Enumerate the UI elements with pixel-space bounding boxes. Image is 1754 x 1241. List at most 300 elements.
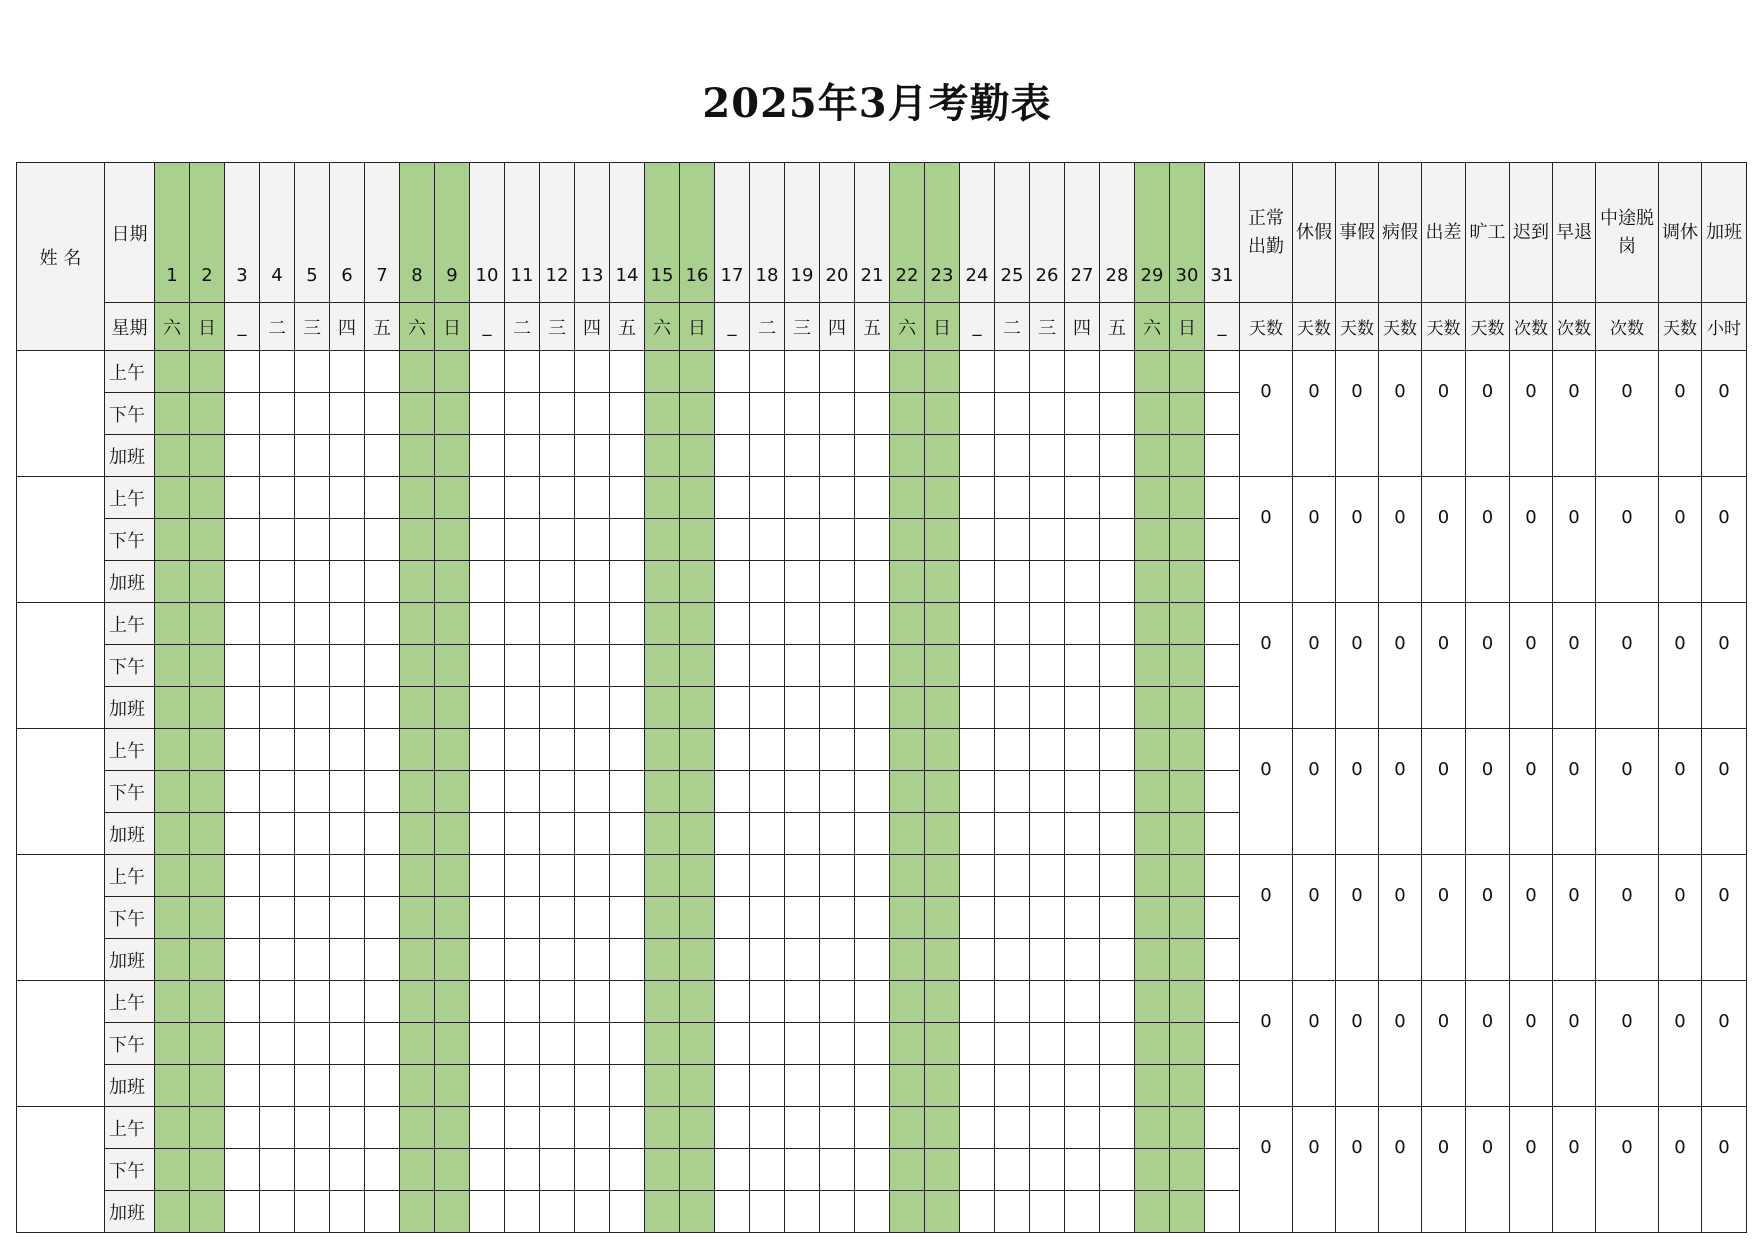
attendance-cell[interactable] — [855, 855, 890, 897]
attendance-cell[interactable] — [890, 435, 925, 477]
attendance-cell[interactable] — [505, 1149, 540, 1191]
attendance-cell[interactable] — [330, 1065, 365, 1107]
attendance-cell[interactable] — [1135, 351, 1170, 393]
attendance-cell[interactable] — [540, 1065, 575, 1107]
attendance-cell[interactable] — [1205, 729, 1240, 771]
attendance-cell[interactable] — [995, 897, 1030, 939]
attendance-cell[interactable] — [1065, 1149, 1100, 1191]
attendance-cell[interactable] — [575, 393, 610, 435]
attendance-cell[interactable] — [1170, 981, 1205, 1023]
attendance-cell[interactable] — [1205, 645, 1240, 687]
attendance-cell[interactable] — [890, 813, 925, 855]
attendance-cell[interactable] — [1170, 939, 1205, 981]
attendance-cell[interactable] — [960, 771, 995, 813]
attendance-cell[interactable] — [820, 519, 855, 561]
attendance-cell[interactable] — [190, 1149, 225, 1191]
attendance-cell[interactable] — [1030, 561, 1065, 603]
attendance-cell[interactable] — [890, 981, 925, 1023]
attendance-cell[interactable] — [470, 603, 505, 645]
employee-name-cell[interactable] — [17, 603, 105, 729]
attendance-cell[interactable] — [960, 1065, 995, 1107]
attendance-cell[interactable] — [365, 1191, 400, 1233]
attendance-cell[interactable] — [1065, 771, 1100, 813]
attendance-cell[interactable] — [1170, 855, 1205, 897]
attendance-cell[interactable] — [890, 1065, 925, 1107]
attendance-cell[interactable] — [470, 435, 505, 477]
attendance-cell[interactable] — [960, 435, 995, 477]
attendance-cell[interactable] — [1135, 561, 1170, 603]
attendance-cell[interactable] — [610, 813, 645, 855]
attendance-cell[interactable] — [225, 477, 260, 519]
attendance-cell[interactable] — [575, 519, 610, 561]
attendance-cell[interactable] — [610, 393, 645, 435]
attendance-cell[interactable] — [190, 687, 225, 729]
attendance-cell[interactable] — [1065, 897, 1100, 939]
attendance-cell[interactable] — [225, 561, 260, 603]
employee-name-cell[interactable] — [17, 981, 105, 1107]
attendance-cell[interactable] — [645, 351, 680, 393]
attendance-cell[interactable] — [995, 645, 1030, 687]
attendance-cell[interactable] — [1135, 477, 1170, 519]
attendance-cell[interactable] — [505, 435, 540, 477]
attendance-cell[interactable] — [890, 561, 925, 603]
attendance-cell[interactable] — [750, 1065, 785, 1107]
attendance-cell[interactable] — [190, 981, 225, 1023]
attendance-cell[interactable] — [190, 855, 225, 897]
attendance-cell[interactable] — [330, 687, 365, 729]
attendance-cell[interactable] — [785, 729, 820, 771]
attendance-cell[interactable] — [260, 351, 295, 393]
attendance-cell[interactable] — [960, 603, 995, 645]
attendance-cell[interactable] — [400, 393, 435, 435]
attendance-cell[interactable] — [995, 1107, 1030, 1149]
attendance-cell[interactable] — [1170, 351, 1205, 393]
attendance-cell[interactable] — [540, 477, 575, 519]
attendance-cell[interactable] — [855, 1023, 890, 1065]
attendance-cell[interactable] — [680, 729, 715, 771]
attendance-cell[interactable] — [715, 519, 750, 561]
attendance-cell[interactable] — [820, 687, 855, 729]
attendance-cell[interactable] — [540, 603, 575, 645]
attendance-cell[interactable] — [855, 687, 890, 729]
attendance-cell[interactable] — [1030, 939, 1065, 981]
attendance-cell[interactable] — [260, 729, 295, 771]
attendance-cell[interactable] — [680, 603, 715, 645]
attendance-cell[interactable] — [155, 1149, 190, 1191]
attendance-cell[interactable] — [575, 603, 610, 645]
attendance-cell[interactable] — [330, 981, 365, 1023]
attendance-cell[interactable] — [295, 855, 330, 897]
attendance-cell[interactable] — [155, 351, 190, 393]
attendance-cell[interactable] — [155, 1107, 190, 1149]
attendance-cell[interactable] — [540, 939, 575, 981]
attendance-cell[interactable] — [190, 561, 225, 603]
attendance-cell[interactable] — [260, 645, 295, 687]
attendance-cell[interactable] — [855, 477, 890, 519]
attendance-cell[interactable] — [820, 393, 855, 435]
attendance-cell[interactable] — [785, 981, 820, 1023]
attendance-cell[interactable] — [680, 393, 715, 435]
attendance-cell[interactable] — [1170, 771, 1205, 813]
attendance-cell[interactable] — [785, 1065, 820, 1107]
attendance-cell[interactable] — [890, 519, 925, 561]
attendance-cell[interactable] — [1100, 645, 1135, 687]
attendance-cell[interactable] — [925, 477, 960, 519]
attendance-cell[interactable] — [575, 687, 610, 729]
attendance-cell[interactable] — [575, 351, 610, 393]
attendance-cell[interactable] — [1030, 897, 1065, 939]
attendance-cell[interactable] — [190, 1065, 225, 1107]
attendance-cell[interactable] — [890, 729, 925, 771]
attendance-cell[interactable] — [575, 771, 610, 813]
attendance-cell[interactable] — [155, 855, 190, 897]
attendance-cell[interactable] — [1030, 435, 1065, 477]
attendance-cell[interactable] — [1100, 1023, 1135, 1065]
attendance-cell[interactable] — [470, 855, 505, 897]
attendance-cell[interactable] — [1100, 1065, 1135, 1107]
attendance-cell[interactable] — [855, 1191, 890, 1233]
attendance-cell[interactable] — [1100, 1149, 1135, 1191]
attendance-cell[interactable] — [330, 729, 365, 771]
attendance-cell[interactable] — [925, 729, 960, 771]
attendance-cell[interactable] — [1030, 981, 1065, 1023]
attendance-cell[interactable] — [435, 477, 470, 519]
attendance-cell[interactable] — [1135, 897, 1170, 939]
attendance-cell[interactable] — [715, 1149, 750, 1191]
attendance-cell[interactable] — [645, 1149, 680, 1191]
attendance-cell[interactable] — [295, 729, 330, 771]
attendance-cell[interactable] — [925, 1023, 960, 1065]
attendance-cell[interactable] — [505, 981, 540, 1023]
attendance-cell[interactable] — [785, 1107, 820, 1149]
attendance-cell[interactable] — [995, 1191, 1030, 1233]
attendance-cell[interactable] — [295, 897, 330, 939]
attendance-cell[interactable] — [155, 393, 190, 435]
attendance-cell[interactable] — [645, 1191, 680, 1233]
attendance-cell[interactable] — [365, 561, 400, 603]
attendance-cell[interactable] — [1030, 855, 1065, 897]
attendance-cell[interactable] — [680, 939, 715, 981]
attendance-cell[interactable] — [680, 1107, 715, 1149]
attendance-cell[interactable] — [330, 939, 365, 981]
attendance-cell[interactable] — [750, 1149, 785, 1191]
attendance-cell[interactable] — [680, 351, 715, 393]
attendance-cell[interactable] — [1135, 603, 1170, 645]
attendance-cell[interactable] — [960, 813, 995, 855]
attendance-cell[interactable] — [1065, 729, 1100, 771]
attendance-cell[interactable] — [1205, 351, 1240, 393]
attendance-cell[interactable] — [365, 771, 400, 813]
attendance-cell[interactable] — [155, 939, 190, 981]
attendance-cell[interactable] — [1205, 519, 1240, 561]
attendance-cell[interactable] — [400, 939, 435, 981]
attendance-cell[interactable] — [1100, 729, 1135, 771]
attendance-cell[interactable] — [960, 393, 995, 435]
attendance-cell[interactable] — [750, 939, 785, 981]
attendance-cell[interactable] — [925, 981, 960, 1023]
attendance-cell[interactable] — [1205, 477, 1240, 519]
attendance-cell[interactable] — [995, 603, 1030, 645]
attendance-cell[interactable] — [1030, 771, 1065, 813]
attendance-cell[interactable] — [1135, 645, 1170, 687]
attendance-cell[interactable] — [680, 687, 715, 729]
attendance-cell[interactable] — [1170, 1023, 1205, 1065]
attendance-cell[interactable] — [855, 1065, 890, 1107]
attendance-cell[interactable] — [750, 897, 785, 939]
attendance-cell[interactable] — [505, 813, 540, 855]
attendance-cell[interactable] — [925, 855, 960, 897]
attendance-cell[interactable] — [715, 1065, 750, 1107]
attendance-cell[interactable] — [645, 519, 680, 561]
attendance-cell[interactable] — [435, 435, 470, 477]
attendance-cell[interactable] — [610, 687, 645, 729]
attendance-cell[interactable] — [1100, 1107, 1135, 1149]
attendance-cell[interactable] — [995, 729, 1030, 771]
attendance-cell[interactable] — [610, 1065, 645, 1107]
attendance-cell[interactable] — [715, 1107, 750, 1149]
attendance-cell[interactable] — [785, 561, 820, 603]
attendance-cell[interactable] — [575, 645, 610, 687]
attendance-cell[interactable] — [645, 603, 680, 645]
attendance-cell[interactable] — [400, 1107, 435, 1149]
attendance-cell[interactable] — [225, 1065, 260, 1107]
attendance-cell[interactable] — [1030, 519, 1065, 561]
attendance-cell[interactable] — [1170, 561, 1205, 603]
attendance-cell[interactable] — [750, 645, 785, 687]
attendance-cell[interactable] — [435, 1191, 470, 1233]
attendance-cell[interactable] — [505, 561, 540, 603]
attendance-cell[interactable] — [610, 1023, 645, 1065]
attendance-cell[interactable] — [575, 939, 610, 981]
attendance-cell[interactable] — [960, 729, 995, 771]
attendance-cell[interactable] — [330, 855, 365, 897]
attendance-cell[interactable] — [540, 1107, 575, 1149]
attendance-cell[interactable] — [260, 1107, 295, 1149]
attendance-cell[interactable] — [155, 435, 190, 477]
attendance-cell[interactable] — [820, 1191, 855, 1233]
attendance-cell[interactable] — [260, 939, 295, 981]
attendance-cell[interactable] — [330, 771, 365, 813]
employee-name-cell[interactable] — [17, 729, 105, 855]
attendance-cell[interactable] — [365, 1023, 400, 1065]
attendance-cell[interactable] — [400, 687, 435, 729]
attendance-cell[interactable] — [750, 729, 785, 771]
attendance-cell[interactable] — [925, 897, 960, 939]
attendance-cell[interactable] — [540, 393, 575, 435]
attendance-cell[interactable] — [365, 729, 400, 771]
attendance-cell[interactable] — [1205, 603, 1240, 645]
attendance-cell[interactable] — [750, 435, 785, 477]
attendance-cell[interactable] — [295, 435, 330, 477]
attendance-cell[interactable] — [540, 771, 575, 813]
attendance-cell[interactable] — [1205, 771, 1240, 813]
attendance-cell[interactable] — [1205, 897, 1240, 939]
attendance-cell[interactable] — [330, 603, 365, 645]
attendance-cell[interactable] — [785, 645, 820, 687]
attendance-cell[interactable] — [890, 477, 925, 519]
attendance-cell[interactable] — [225, 729, 260, 771]
attendance-cell[interactable] — [820, 1065, 855, 1107]
attendance-cell[interactable] — [960, 519, 995, 561]
attendance-cell[interactable] — [540, 435, 575, 477]
attendance-cell[interactable] — [715, 771, 750, 813]
attendance-cell[interactable] — [610, 645, 645, 687]
attendance-cell[interactable] — [960, 351, 995, 393]
attendance-cell[interactable] — [680, 897, 715, 939]
attendance-cell[interactable] — [960, 939, 995, 981]
attendance-cell[interactable] — [1065, 561, 1100, 603]
attendance-cell[interactable] — [1065, 687, 1100, 729]
attendance-cell[interactable] — [1170, 1065, 1205, 1107]
attendance-cell[interactable] — [890, 351, 925, 393]
attendance-cell[interactable] — [645, 729, 680, 771]
attendance-cell[interactable] — [330, 1149, 365, 1191]
attendance-cell[interactable] — [855, 561, 890, 603]
attendance-cell[interactable] — [610, 435, 645, 477]
attendance-cell[interactable] — [505, 1191, 540, 1233]
attendance-cell[interactable] — [540, 855, 575, 897]
attendance-cell[interactable] — [470, 477, 505, 519]
attendance-cell[interactable] — [680, 771, 715, 813]
attendance-cell[interactable] — [330, 1023, 365, 1065]
attendance-cell[interactable] — [1030, 1149, 1065, 1191]
attendance-cell[interactable] — [1205, 855, 1240, 897]
attendance-cell[interactable] — [400, 729, 435, 771]
attendance-cell[interactable] — [435, 1107, 470, 1149]
attendance-cell[interactable] — [785, 519, 820, 561]
attendance-cell[interactable] — [1065, 1065, 1100, 1107]
attendance-cell[interactable] — [155, 1065, 190, 1107]
attendance-cell[interactable] — [1170, 729, 1205, 771]
attendance-cell[interactable] — [365, 1149, 400, 1191]
attendance-cell[interactable] — [1100, 393, 1135, 435]
attendance-cell[interactable] — [750, 1191, 785, 1233]
attendance-cell[interactable] — [295, 771, 330, 813]
attendance-cell[interactable] — [330, 813, 365, 855]
attendance-cell[interactable] — [1205, 1107, 1240, 1149]
attendance-cell[interactable] — [820, 477, 855, 519]
attendance-cell[interactable] — [365, 1065, 400, 1107]
attendance-cell[interactable] — [785, 1191, 820, 1233]
attendance-cell[interactable] — [925, 603, 960, 645]
attendance-cell[interactable] — [155, 519, 190, 561]
attendance-cell[interactable] — [610, 939, 645, 981]
attendance-cell[interactable] — [505, 1023, 540, 1065]
attendance-cell[interactable] — [435, 1065, 470, 1107]
attendance-cell[interactable] — [1170, 1149, 1205, 1191]
attendance-cell[interactable] — [540, 897, 575, 939]
attendance-cell[interactable] — [575, 1149, 610, 1191]
attendance-cell[interactable] — [260, 855, 295, 897]
attendance-cell[interactable] — [400, 771, 435, 813]
attendance-cell[interactable] — [225, 981, 260, 1023]
attendance-cell[interactable] — [470, 351, 505, 393]
attendance-cell[interactable] — [155, 981, 190, 1023]
attendance-cell[interactable] — [330, 393, 365, 435]
attendance-cell[interactable] — [820, 981, 855, 1023]
attendance-cell[interactable] — [505, 771, 540, 813]
attendance-cell[interactable] — [155, 1023, 190, 1065]
attendance-cell[interactable] — [330, 477, 365, 519]
attendance-cell[interactable] — [820, 1149, 855, 1191]
attendance-cell[interactable] — [505, 603, 540, 645]
attendance-cell[interactable] — [1065, 393, 1100, 435]
attendance-cell[interactable] — [680, 981, 715, 1023]
attendance-cell[interactable] — [330, 351, 365, 393]
attendance-cell[interactable] — [1170, 687, 1205, 729]
attendance-cell[interactable] — [855, 645, 890, 687]
attendance-cell[interactable] — [855, 1107, 890, 1149]
attendance-cell[interactable] — [470, 729, 505, 771]
attendance-cell[interactable] — [190, 393, 225, 435]
attendance-cell[interactable] — [540, 351, 575, 393]
attendance-cell[interactable] — [680, 435, 715, 477]
attendance-cell[interactable] — [785, 687, 820, 729]
attendance-cell[interactable] — [470, 813, 505, 855]
attendance-cell[interactable] — [540, 561, 575, 603]
attendance-cell[interactable] — [1135, 939, 1170, 981]
attendance-cell[interactable] — [225, 939, 260, 981]
attendance-cell[interactable] — [155, 897, 190, 939]
attendance-cell[interactable] — [995, 771, 1030, 813]
attendance-cell[interactable] — [820, 1023, 855, 1065]
attendance-cell[interactable] — [295, 561, 330, 603]
attendance-cell[interactable] — [400, 435, 435, 477]
attendance-cell[interactable] — [575, 477, 610, 519]
attendance-cell[interactable] — [925, 1191, 960, 1233]
attendance-cell[interactable] — [750, 351, 785, 393]
attendance-cell[interactable] — [785, 771, 820, 813]
attendance-cell[interactable] — [1135, 771, 1170, 813]
attendance-cell[interactable] — [400, 561, 435, 603]
attendance-cell[interactable] — [225, 1023, 260, 1065]
attendance-cell[interactable] — [330, 519, 365, 561]
attendance-cell[interactable] — [680, 813, 715, 855]
attendance-cell[interactable] — [400, 603, 435, 645]
attendance-cell[interactable] — [1135, 393, 1170, 435]
attendance-cell[interactable] — [400, 477, 435, 519]
attendance-cell[interactable] — [1030, 351, 1065, 393]
attendance-cell[interactable] — [190, 603, 225, 645]
attendance-cell[interactable] — [260, 687, 295, 729]
attendance-cell[interactable] — [260, 1191, 295, 1233]
attendance-cell[interactable] — [820, 603, 855, 645]
attendance-cell[interactable] — [260, 771, 295, 813]
attendance-cell[interactable] — [260, 1149, 295, 1191]
attendance-cell[interactable] — [295, 603, 330, 645]
attendance-cell[interactable] — [435, 603, 470, 645]
attendance-cell[interactable] — [995, 939, 1030, 981]
attendance-cell[interactable] — [470, 645, 505, 687]
attendance-cell[interactable] — [400, 1149, 435, 1191]
attendance-cell[interactable] — [960, 477, 995, 519]
attendance-cell[interactable] — [400, 1023, 435, 1065]
attendance-cell[interactable] — [1170, 1191, 1205, 1233]
attendance-cell[interactable] — [575, 981, 610, 1023]
attendance-cell[interactable] — [1135, 687, 1170, 729]
attendance-cell[interactable] — [890, 687, 925, 729]
attendance-cell[interactable] — [610, 981, 645, 1023]
attendance-cell[interactable] — [645, 897, 680, 939]
attendance-cell[interactable] — [1205, 939, 1240, 981]
attendance-cell[interactable] — [330, 435, 365, 477]
attendance-cell[interactable] — [645, 813, 680, 855]
employee-name-cell[interactable] — [17, 351, 105, 477]
attendance-cell[interactable] — [435, 981, 470, 1023]
attendance-cell[interactable] — [750, 1023, 785, 1065]
attendance-cell[interactable] — [820, 561, 855, 603]
attendance-cell[interactable] — [1205, 435, 1240, 477]
